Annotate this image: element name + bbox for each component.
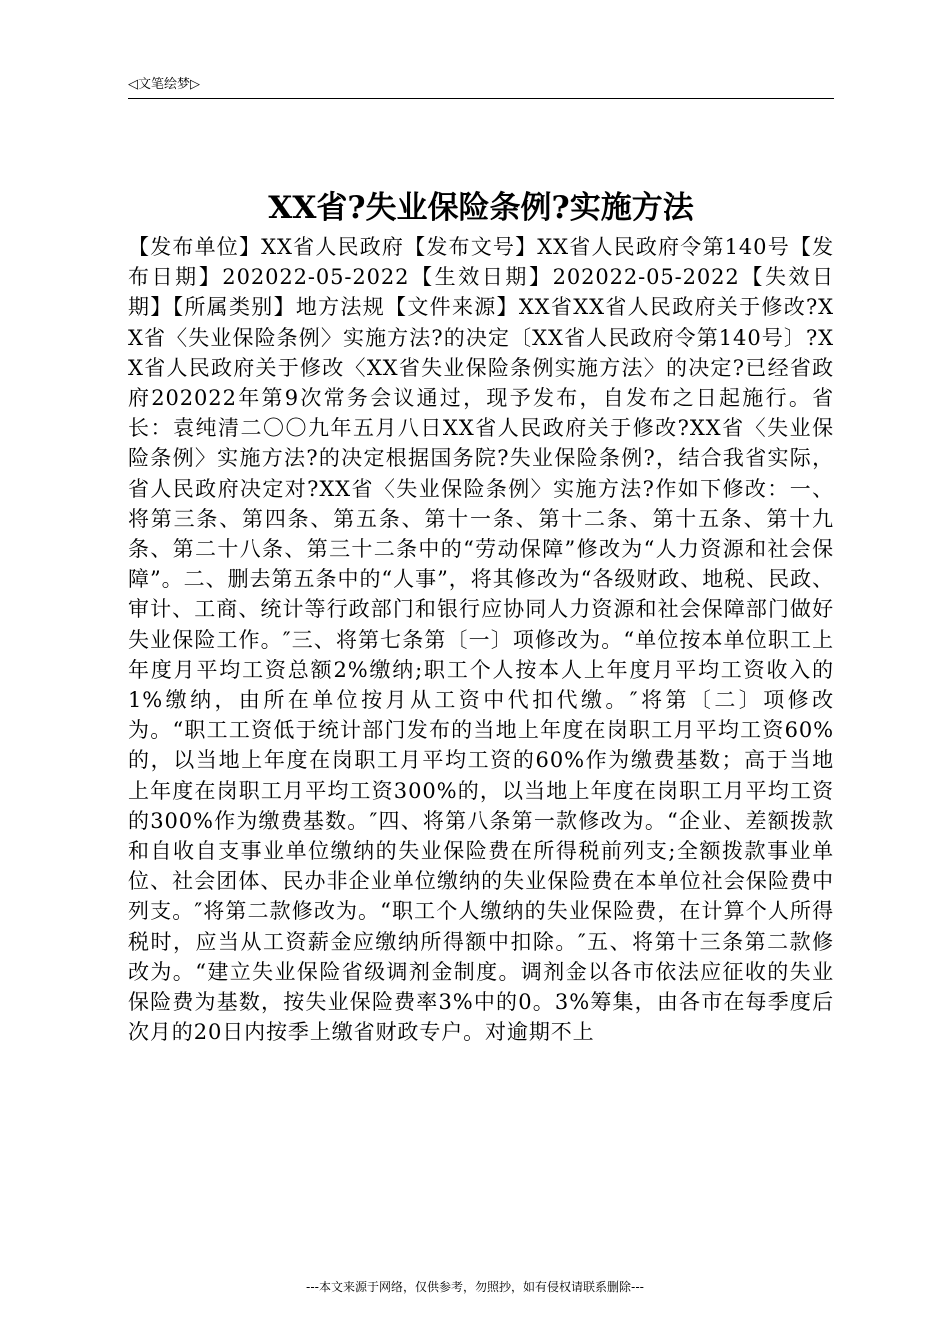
document-body: 【发布单位】XX省人民政府【发布文号】XX省人民政府令第140号【发布日期】202022-05-2022【生效日期】202022-05-2022【失效日期】【所属类别】地方法规【文件来源】XX省XX省人民政府关于修改?XX省〈失业保险条例〉实施方法?的决定〔XX省人民政府令第140号〕?XX省人民政府关于修改〈XX省失业保险条例实施方法〉的决定?已经省政府202022年第9次常务会议通过，现予发布，自发布之日起施行。省长：袁纯清二〇〇九年五月八日XX省人民政府关于修改?XX省〈失业保险条例〉实施方法?的决定根据国务院?失业保险条例?，结合我省实际，省人民政府决定对?XX省〈失业保险条例〉实施方法?作如下修改：一、将第三条、第四条、第五条、第十一条、第十二条、第十五条、第十九条、第二十八条、第三十二条中的“劳动保障”修改为“人力资源和社会保障”。二、删去第五条中的“人事”，将其修改为“各级财政、地税、民政、审计、工商、统计等行政部门和银行应协同人力资源和社会保障部门做好失业保险工作。″三、将第七条第〔一〕项修改为。“单位按本单位职工上年度月平均工资总额2%缴纳;职工个人按本人上年度月平均工资收入的1%缴纳，由所在单位按月从工资中代扣代缴。″将第〔二〕项修改为。“职工工资低于统计部门发布的当地上年度在岗职工月平均工资60%的，以当地上年度在岗职工月平均工资的60%作为缴费基数；高于当地上年度在岗职工月平均工资300%的，以当地上年度在岗职工月平均工资的300%作为缴费基数。″四、将第八条第一款修改为。“企业、差额拨款和自收自支事业单位缴纳的失业保险费在所得税前列支;全额拨款事业单位、社会团体、民办非企业单位缴纳的失业保险费在本单位社会保险费中列支。″将第二款修改为。“职工个人缴纳的失业保险费，在计算个人所得税时，应当从工资薪金应缴纳所得额中扣除。″五、将第十三条第二款修改为。“建立失业保险省级调剂金制度。调剂金以各市依法应征收的失业保险费为基数，按失业保险费率3%中的0。3%筹集，由各市在每季度后次月的20日内按季上缴省财政专户。对逾期不上 (128, 235, 834, 1045)
header-brand-mark (128, 76, 200, 94)
document-title: XX省?失业保险条例?实施方法 (268, 190, 694, 226)
footer-notice: ---本文来源于网络，仅供参考，勿照抄，如有侵权请联系删除--- (306, 1280, 644, 1294)
right-triangle-icon: ▷ (190, 77, 201, 92)
header-brand-text: 文笔绘梦 (138, 77, 191, 92)
page-header (128, 74, 834, 99)
left-triangle-icon: ◁ (128, 77, 138, 92)
